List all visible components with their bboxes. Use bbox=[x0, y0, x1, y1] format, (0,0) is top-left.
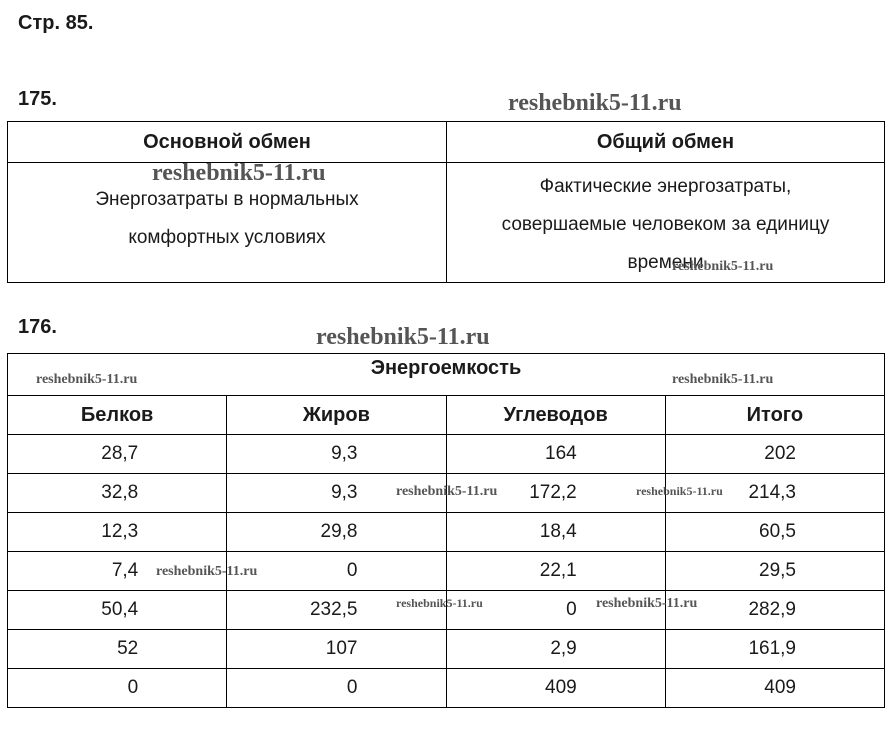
col-header-fats: Жиров bbox=[227, 396, 446, 435]
col-header-total: Итого bbox=[665, 396, 884, 435]
col-header-carbs: Углеводов bbox=[446, 396, 665, 435]
watermark: reshebnik5-11.ru bbox=[36, 372, 138, 387]
watermark: reshebnik5-11.ru bbox=[316, 324, 490, 350]
table-row bbox=[8, 552, 885, 591]
cell-carbs: 18,4 bbox=[446, 513, 665, 552]
table-176 bbox=[7, 353, 885, 708]
watermark: reshebnik5-11.ru bbox=[396, 484, 498, 499]
table-175-cell-total bbox=[447, 163, 885, 283]
cell-total: 282,9 bbox=[665, 591, 884, 630]
cell-carbs: 172,2 bbox=[446, 474, 665, 513]
cell-carbs: 164 bbox=[446, 435, 665, 474]
table-row bbox=[8, 669, 885, 708]
cell-proteins: 12,3 bbox=[8, 513, 227, 552]
table-row bbox=[8, 630, 885, 669]
cell-proteins: 50,4 bbox=[8, 591, 227, 630]
cell-fats: 9,3 bbox=[227, 474, 446, 513]
cell-total: 29,5 bbox=[665, 552, 884, 591]
col-header-proteins: Белков bbox=[8, 396, 227, 435]
cell-fats: 232,5 bbox=[227, 591, 446, 630]
cell-proteins: 0 bbox=[8, 669, 227, 708]
cell-carbs: 2,9 bbox=[446, 630, 665, 669]
table-row bbox=[8, 513, 885, 552]
total-line-3: времени bbox=[627, 252, 704, 273]
basal-line-2: комфортных условиях bbox=[128, 227, 326, 248]
cell-carbs: 22,1 bbox=[446, 552, 665, 591]
cell-total: 161,9 bbox=[665, 630, 884, 669]
watermark: reshebnik5-11.ru bbox=[596, 596, 698, 611]
table-175-header-basal: Основной обмен bbox=[8, 122, 447, 163]
table-176-merged-header: Энергоемкость bbox=[8, 354, 885, 396]
cell-carbs: 0 bbox=[446, 591, 665, 630]
watermark: reshebnik5-11.ru bbox=[156, 564, 258, 579]
cell-total: 202 bbox=[665, 435, 884, 474]
cell-proteins: 32,8 bbox=[8, 474, 227, 513]
cell-fats: 29,8 bbox=[227, 513, 446, 552]
watermark: reshebnik5-11.ru bbox=[508, 90, 682, 116]
table-row bbox=[8, 435, 885, 474]
cell-proteins: 28,7 bbox=[8, 435, 227, 474]
total-line-1: Фактические энергозатраты, bbox=[539, 176, 792, 197]
cell-total: 214,3 bbox=[665, 474, 884, 513]
task-176-number: 176. bbox=[18, 316, 57, 338]
task-175-number: 175. bbox=[18, 88, 57, 110]
cell-fats: 0 bbox=[227, 552, 446, 591]
cell-fats: 0 bbox=[227, 669, 446, 708]
cell-fats: 9,3 bbox=[227, 435, 446, 474]
cell-carbs: 409 bbox=[446, 669, 665, 708]
table-175-header-total: Общий обмен bbox=[447, 122, 885, 163]
page-label: Стр. 85. bbox=[18, 12, 94, 34]
basal-line-1: Энергозатраты в нормальных bbox=[95, 189, 359, 210]
watermark: reshebnik5-11.ru bbox=[672, 372, 774, 387]
cell-proteins: 52 bbox=[8, 630, 227, 669]
watermark: reshebnik5-11.ru bbox=[396, 596, 483, 610]
watermark: reshebnik5-11.ru bbox=[636, 484, 723, 498]
watermark: reshebnik5-11.ru bbox=[672, 259, 774, 274]
cell-fats: 107 bbox=[227, 630, 446, 669]
table-176-body bbox=[8, 435, 885, 708]
cell-proteins: 7,4 bbox=[8, 552, 227, 591]
watermark: reshebnik5-11.ru bbox=[152, 160, 326, 186]
total-line-2: совершаемые человеком за единицу bbox=[501, 214, 830, 235]
cell-total: 60,5 bbox=[665, 513, 884, 552]
cell-total: 409 bbox=[665, 669, 884, 708]
